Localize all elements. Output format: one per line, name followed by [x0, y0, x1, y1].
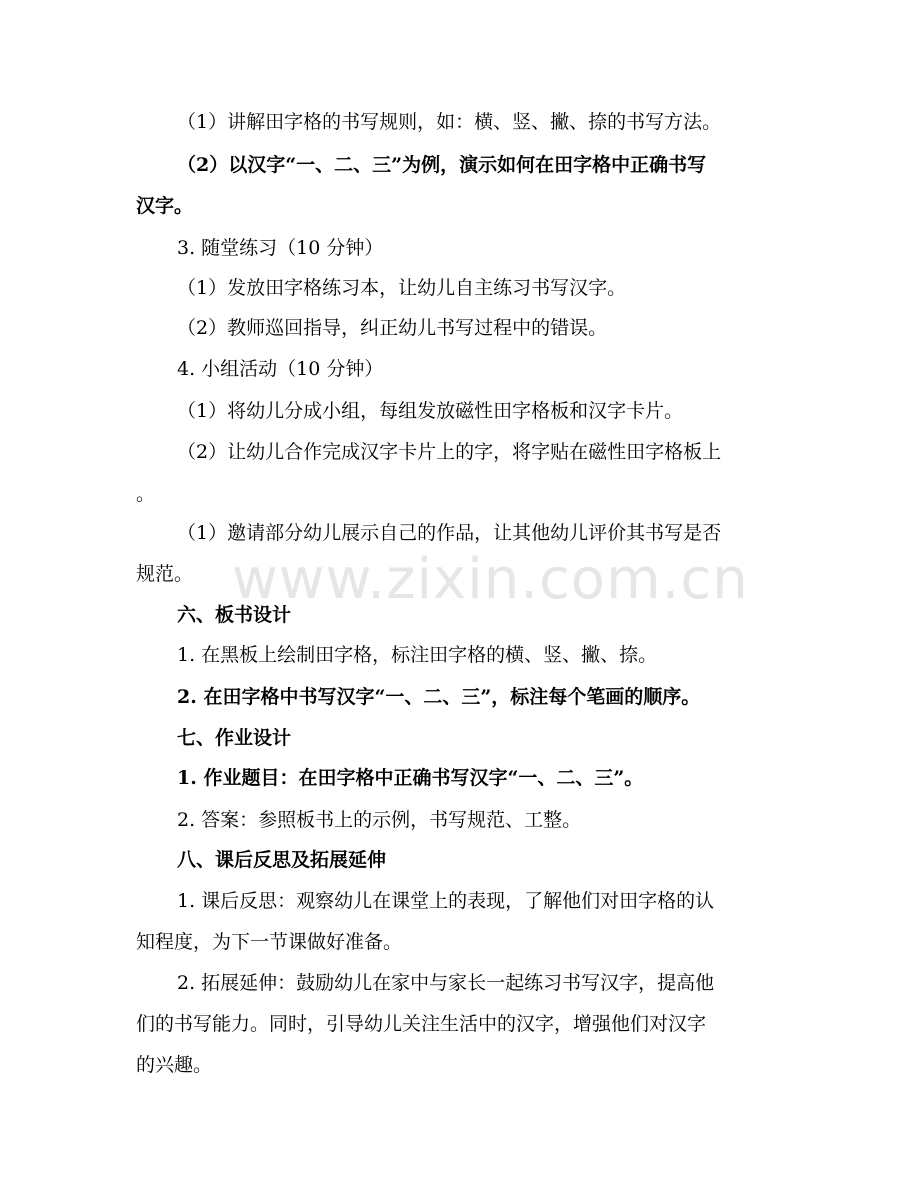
section-heading: 八、课后反思及拓展延伸: [177, 849, 387, 871]
section-heading: 七、作业设计: [177, 727, 292, 749]
paragraph-line: 知程度，为下一节课做好准备。: [136, 931, 403, 953]
paragraph-line: （1）将幼儿分成小组，每组发放磁性田字格板和汉字卡片。: [177, 400, 684, 422]
paragraph-line: （2）让幼儿合作完成汉字卡片上的字，将字贴在磁性田字格板上: [177, 441, 722, 463]
paragraph-line: 1. 作业题目：在田字格中正确书写汉字“一、二、三”。: [177, 767, 644, 789]
paragraph-line: 们的书写能力。同时，引导幼儿关注生活中的汉字，增强他们对汉字: [136, 1013, 707, 1035]
paragraph-line: （2）以汉字“一、二、三”为例，演示如何在田字格中正确书写: [177, 154, 707, 176]
paragraph-line: 规范。: [136, 563, 194, 585]
paragraph-line: 2. 答案：参照板书上的示例，书写规范、工整。: [177, 809, 582, 831]
paragraph-line: 1. 课后反思：观察幼儿在课堂上的表现，了解他们对田字格的认: [177, 890, 715, 912]
paragraph-line: （2）教师巡回指导，纠正幼儿书写过程中的错误。: [177, 317, 608, 339]
paragraph-line: 1. 在黑板上绘制田字格，标注田字格的横、竖、撇、捺。: [177, 644, 658, 666]
paragraph-line: （1）讲解田字格的书写规则，如：横、竖、撇、捺的书写方法。: [177, 111, 722, 133]
paragraph-line: 3. 随堂练习（10 分钟）: [177, 237, 384, 259]
paragraph-line: 的兴趣。: [136, 1054, 213, 1076]
paragraph-line: 汉字。: [136, 195, 194, 217]
paragraph-line: （1）发放田字格练习本，让幼儿自主练习书写汉字。: [177, 277, 627, 299]
paragraph-line: 4. 小组活动（10 分钟）: [177, 358, 384, 380]
section-heading: 六、板书设计: [177, 604, 292, 626]
paragraph-line: 2. 拓展延伸：鼓励幼儿在家中与家长一起练习书写汉字，提高他: [177, 972, 715, 994]
paragraph-line: （1）邀请部分幼儿展示自己的作品，让其他幼儿评价其书写是否: [177, 522, 722, 544]
watermark: www.zixin.com.cn: [232, 547, 749, 612]
paragraph-line: 。: [136, 483, 156, 505]
paragraph-line: 2. 在田字格中书写汉字“一、二、三”，标注每个笔画的顺序。: [177, 686, 701, 708]
